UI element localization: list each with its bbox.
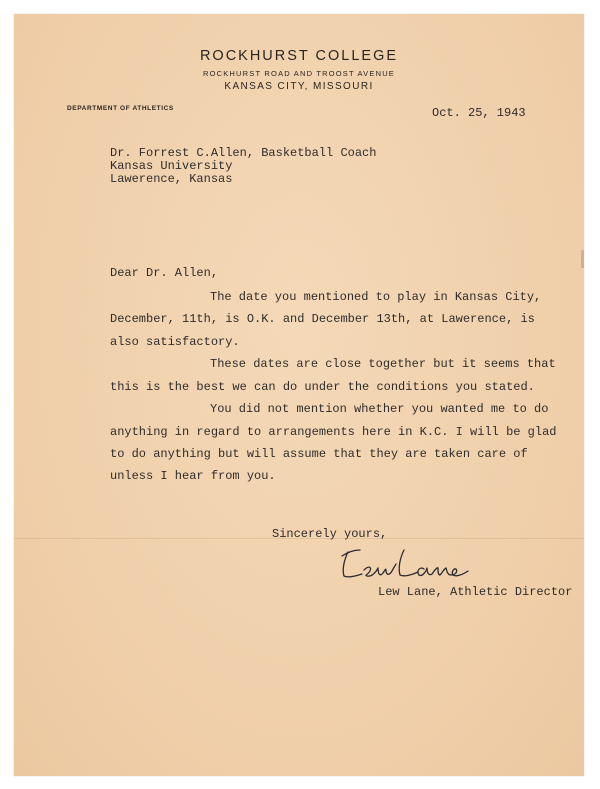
paper-mark [581,250,584,268]
letterhead-city: KANSAS CITY, MISSOURI [224,81,374,92]
letter-date: Oct. 25, 1943 [432,106,526,120]
body-line: also satisfactory. [110,335,240,349]
body-line: unless I hear from you. [110,469,276,483]
letterhead-address: ROCKHURST ROAD AND TROOST AVENUE [202,69,396,78]
body-line: You did not mention whether you wanted me to do [210,402,549,416]
recipient-line-2: Kansas University [110,159,233,173]
recipient-line-3: Lawerence, Kansas [110,172,233,186]
body-line: December, 11th, is O.K. and December 13th, at Lawerence, is [110,312,535,326]
handwritten-signature [334,544,474,586]
body-line: this is the best we can do under the conditions you stated. [110,380,535,394]
body-line: to do anything but will assume that they are taken care of [110,447,528,461]
body-line: The date you mentioned to play in Kansas City, [210,290,542,304]
body-line: anything in regard to arrangements here in K.C. I will be glad [110,425,557,439]
closing: Sincerely yours, [272,527,388,541]
signer-name-title: Lew Lane, Athletic Director [378,585,573,599]
recipient-line-1: Dr. Forrest C.Allen, Basketball Coach [110,146,377,160]
letterhead-department: DEPARTMENT OF ATHLETICS [67,105,174,112]
letter-page [14,14,584,776]
letterhead-college: ROCKHURST COLLEGE [199,48,399,64]
recipient-address [110,147,376,186]
salutation: Dear Dr. Allen, [110,266,219,280]
body-line: These dates are close together but it seems that [210,357,556,371]
